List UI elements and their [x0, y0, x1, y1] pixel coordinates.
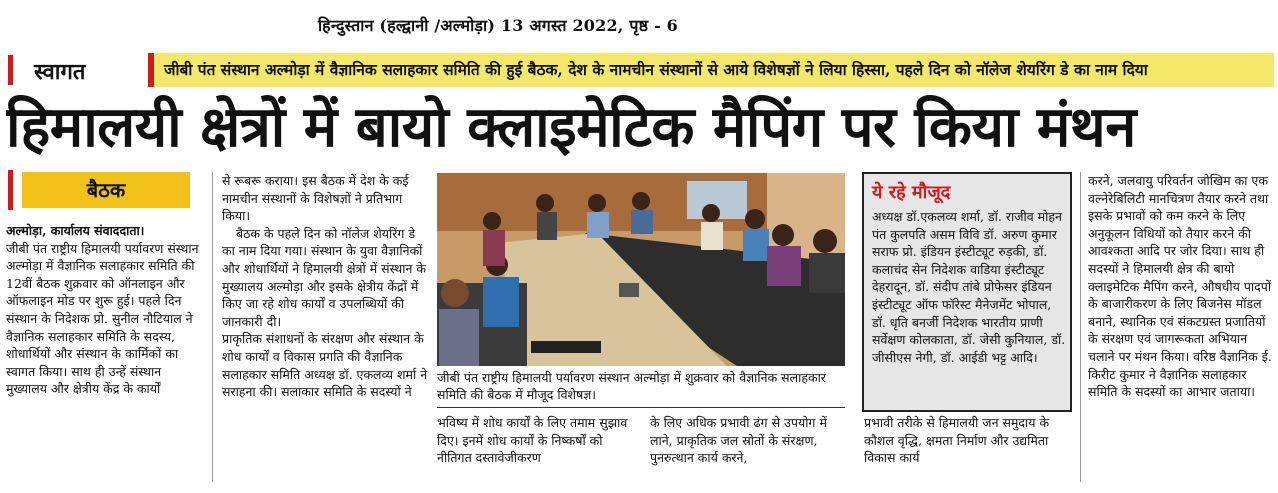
article-text-col1: जीबी पंत राष्ट्रीय हिमालयी पर्यावरण संस्थान अल्मोड़ा में वैज्ञानिक सलाहकार समिति की 12वीं बैठक शुक्रवार को ऑनलाइन और ऑफलाइन मोड पर शुरू हुई। पहले दिन संस्थान के निदेशक प्रो. सुनील नौटियाल ने वैज्ञानिक सलाहकार समिति के सदस्य, शोधार्थियों और संस्थान के कार्मिकों का स्वागत किया। साथ ही उन्हें संस्थान मुख्यालय और क्षेत्रीय केंद्र के कार्यों: [6, 240, 199, 397]
strapline-text: जीबी पंत संस्थान अल्मोड़ा में वैज्ञानिक सलाहकार समिति की हुई बैठक, देश के नामचीन संस्थानों से आये विशेषज्ञों ने लिया हिस्सा, पहले दिन को नॉलेज शेयरिंग डे का नाम दिया: [164, 60, 1148, 79]
meeting-photo: [437, 173, 845, 366]
kicker-red-marker: [8, 170, 13, 210]
article-text-col2-p3: प्राकृतिक संशाधनों के संरक्षण और संस्थान के शोध कार्यों व विकास प्रगति की वैज्ञानिक सलाहकार समिति अध्यक्ष डॉ. एकलव्य शर्मा ने सराहना की। सलाकार समिति के सदस्यों ने: [222, 331, 428, 400]
kicker-label: बैठक: [86, 178, 126, 202]
article-column-5: [1088, 172, 1274, 401]
article-text-col3a: भविष्य में शोध कार्यों के लिए तमाम सुझाव दिए। इनमें शोध कार्यों के निष्कर्षों को नीतिगत दस्तावेजीकरण: [437, 415, 628, 466]
article-column-2: [222, 172, 430, 401]
section-tag: [8, 55, 136, 85]
tag-red-marker: [8, 55, 13, 85]
kicker-box: [22, 172, 190, 208]
article-column-4b: [864, 414, 1074, 467]
source-line: हिन्दुस्तान (हल्द्वानी /अल्मोड़ा) 13 अगस्त 2022, पृष्ठ - 6: [318, 16, 678, 35]
article-text-col2-p1: से रूबरू कराया। इस बैठक में देश के कई नामचीन संस्थानों के विशेषज्ञों ने प्रतिभाग किया।: [222, 173, 409, 224]
section-tag-label: स्वागत: [34, 59, 86, 85]
article-text-col2-p2: बैठक के पहले दिन को नॉलेज शेयरिंग डे का नाम दिया गया। संस्थान के युवा वैज्ञानिकों और शोधार्थियों ने हिमालयी क्षेत्रों में संस्थान के मुख्यालय अल्मोड़ा और इसके क्षेत्रीय केंद्रों में किए जा रहे शोध कार्यों व उपलब्धियों की जानकारी दी।: [222, 225, 426, 329]
attendees-title: ये रहे मौजूद: [872, 182, 951, 203]
article-text-col4b: प्रभावी तरीके से हिमालयी जन समुदाय के कौशल वृद्धि, क्षमता निर्माण और उद्यमिता विकास कार्य: [864, 415, 1050, 466]
attendees-box: [862, 172, 1072, 412]
column-divider-right: [1080, 172, 1081, 482]
strapline-bar: [148, 53, 1274, 87]
headline: हिमालयी क्षेत्रों में बायो क्लाइमेटिक मैपिंग पर किया मंथन: [6, 94, 1136, 160]
article-column-3a: [437, 414, 637, 467]
article-text-col5: करने, जलवायु परिवर्तन जोखिम का एक वल्नेरेबिलिटी मानचित्रण तैयार करने तथा इसके प्रभावों को कम करने के लिए अनुकूलन विधियों को तैयार करने की आवश्कता आदि पर जोर दिया। साथ ही सदस्यों ने हिमालयी क्षेत्र की बायो क्लाइमेटिक मैपिंग करने, औषधीय पादपों के बाजारीकरण के लिए बिजनेस मॉडल बनाने, स्थानिक एवं संकटग्रस्त प्रजातियों के संरक्षण एवं जागरूकता अभियान चलाने पर मंथन किया। वरिष्ठ वैज्ञानिक ई. किरीट कुमार ने वैज्ञानिक सलाहकार समिति के सदस्यों का आभार जताया।: [1088, 173, 1272, 400]
kicker: [8, 170, 188, 210]
byline: अल्मोड़ा, कार्यालय संवाददाता।: [6, 223, 145, 238]
attendees-list: अध्यक्ष डॉ.एकलव्य शर्मा, डॉ. राजीव मोहन पंत कुलपति असम विवि डॉ. अरुण कुमार सराफ प्रो. इंडियन इंस्टीट्यूट रुड़की, डॉ. कलाचंद सेन निदेशक वाडिया इंस्टीट्यूट देहरादून, डॉ. संदीप तांबे प्रोफेसर इंडियन इंस्टीट्यूट ऑफ फॉरेस्ट मैनेजमेंट भोपाल, डॉ. धृति बनर्जी निदेशक भारतीय प्राणी सर्वेक्षण कोलकाता, डॉ. जेसी कुनियाल, डॉ. जीसीएस नेगी, डॉ. आईडी भट्ट आदि।: [872, 209, 1066, 365]
article-text-col3b: के लिए अधिक प्रभावी ढंग से उपयोग में लाने, प्राकृतिक जल स्रोतों के संरक्षण, पुनरुत्थान कार्य करने,: [650, 415, 827, 466]
meeting-photo-illustration: [437, 173, 845, 366]
article-column-3b: [650, 414, 846, 467]
column-divider: [212, 172, 213, 482]
article-column-1: [6, 222, 202, 398]
photo-caption: जीबी पंत राष्ट्रीय हिमालयी पर्यावरण संस्थान अल्मोड़ा में शुक्रवार को वैज्ञानिक सलाहकार समिति की बैठक में मौजूद विशेषज्ञ।: [437, 369, 845, 408]
